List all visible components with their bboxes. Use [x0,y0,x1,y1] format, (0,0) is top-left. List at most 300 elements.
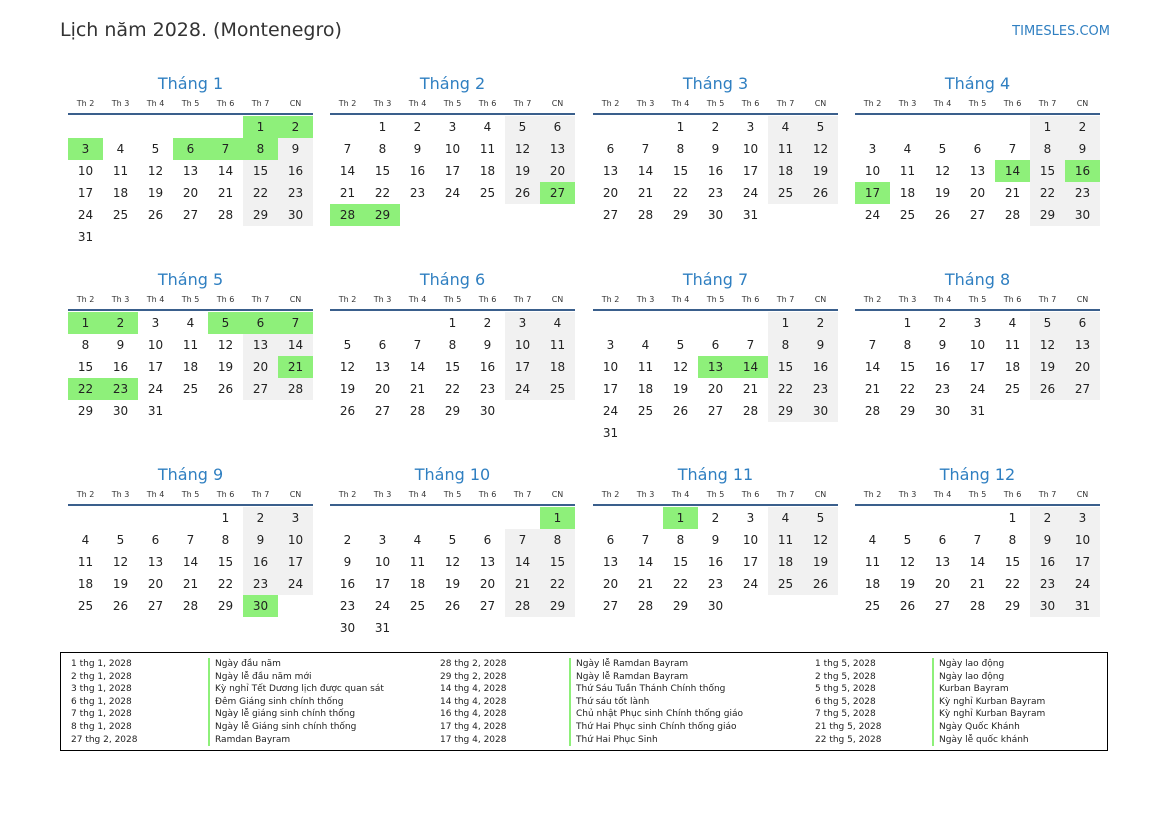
weekday-label: Th 4 [146,490,165,499]
day-cell: 19 [217,360,234,374]
day-cell: 8 [676,142,685,156]
day-cell: 17 [147,360,164,374]
day-cell: 22 [899,382,916,396]
day-cell: 23 [278,182,313,204]
day-cell: 25 [1004,382,1021,396]
day-cell: 1 [221,511,230,525]
empty-cell [365,507,400,529]
day-cell: 8 [378,142,387,156]
day-cell: 9 [1065,138,1100,160]
day-cell: 18 [899,186,916,200]
day-cell: 24 [374,599,391,613]
day-cell: 12 [803,138,838,160]
weekday-label: Th 3 [636,490,655,499]
empty-cell [470,507,505,529]
day-cell: 13 [243,334,278,356]
weekday-label: Th 7 [251,99,270,108]
day-grid [330,312,575,422]
weekday-label: Th 6 [216,99,235,108]
day-cell: 29 [672,599,689,613]
empty-cell [593,312,628,334]
holiday-date: 27 thg 2, 2028 [71,734,138,745]
empty-cell [960,116,995,138]
holiday-date: 1 thg 1, 2028 [71,659,132,669]
month-name: Tháng 4 [944,74,1011,93]
day-cell: 2 [711,120,720,134]
day-cell: 18 [768,551,803,573]
day-cell: 29 [540,595,575,617]
empty-cell [855,312,890,334]
day-cell: 18 [1004,360,1021,374]
day-cell: 18 [768,160,803,182]
day-cell: 21 [217,186,234,200]
month-name: Tháng 12 [939,465,1016,484]
day-cell: 22 [1004,577,1021,591]
month-name: Tháng 3 [682,74,749,93]
day-cell: 15 [672,164,689,178]
day-cell: 17 [505,356,540,378]
day-cell: 23 [243,573,278,595]
weekday-label: Th 4 [671,295,690,304]
day-cell: 10 [969,338,986,352]
day-cell: 21 [182,577,199,591]
day-cell: 16 [278,160,313,182]
empty-cell [663,312,698,334]
day-cell: 11 [1004,338,1021,352]
empty-cell [330,116,365,138]
month-block [68,73,313,248]
day-grid [330,116,575,226]
day-cell: 6 [151,533,160,547]
holiday-date: 8 thg 1, 2028 [71,721,132,732]
weekday-header [593,97,838,115]
day-cell: 6 [938,533,947,547]
day-cell: 31 [742,208,759,222]
day-cell: 7 [343,142,352,156]
day-cell: 7 [413,338,422,352]
day-cell: 25 [637,404,654,418]
day-grid [593,507,838,617]
day-cell: 3 [1065,507,1100,529]
day-cell: 9 [413,142,422,156]
holiday-day-cell: 29 [365,204,400,226]
day-cell: 23 [707,186,724,200]
day-cell: 17 [969,360,986,374]
empty-cell [400,507,435,529]
day-cell: 3 [746,120,755,134]
holiday-name: Thứ Sáu Tuần Thánh Chính thống [569,683,725,696]
day-cell: 18 [479,164,496,178]
day-cell: 30 [707,599,724,613]
day-cell: 2 [1065,116,1100,138]
weekday-label: Th 3 [636,99,655,108]
day-cell: 11 [864,555,881,569]
holiday-date: 3 thg 1, 2028 [71,684,132,695]
empty-cell [628,116,663,138]
day-cell: 29 [899,404,916,418]
day-cell: 31 [374,621,391,635]
month-name: Tháng 9 [157,465,224,484]
day-cell: 5 [343,338,352,352]
day-cell: 21 [864,382,881,396]
day-cell: 13 [1065,334,1100,356]
weekday-header [68,97,313,115]
day-cell: 7 [746,338,755,352]
day-cell: 4 [868,533,877,547]
day-cell: 26 [1030,378,1065,400]
weekday-header [593,488,838,506]
holiday-day-cell: 21 [278,356,313,378]
day-cell: 12 [803,529,838,551]
holiday-day-cell: 1 [663,507,698,529]
day-grid [330,507,575,639]
day-cell: 10 [147,338,164,352]
day-cell: 17 [742,555,759,569]
holiday-day-cell: 1 [243,116,278,138]
day-cell: 27 [934,599,951,613]
holiday-name: Kỳ nghỉ Tết Dương lịch được quan sát [208,683,384,696]
holiday-date: 17 thg 4, 2028 [440,721,507,732]
day-cell: 24 [505,378,540,400]
day-cell: 3 [746,511,755,525]
month-block [855,464,1100,617]
month-block [593,464,838,617]
day-cell: 7 [868,338,877,352]
day-cell: 31 [147,404,164,418]
day-cell: 1 [768,312,803,334]
holiday-name: Kurban Bayram [932,683,1009,696]
weekday-label: CN [814,490,827,499]
day-cell: 31 [1065,595,1100,617]
weekday-header [330,293,575,311]
weekday-label: CN [551,99,564,108]
weekday-label: Th 3 [373,490,392,499]
holiday-name: Ngày lao động [932,671,1004,684]
day-cell: 8 [448,338,457,352]
day-cell: 20 [707,382,724,396]
day-cell: 25 [864,599,881,613]
weekday-label: Th 7 [1038,99,1057,108]
holiday-day-cell: 1 [540,507,575,529]
month-block [593,73,838,226]
weekday-header [855,293,1100,311]
holiday-date: 7 thg 1, 2028 [71,709,132,720]
weekday-label: Th 5 [181,295,200,304]
day-cell: 28 [505,595,540,617]
day-cell: 4 [768,507,803,529]
holiday-date: 2 thg 5, 2028 [815,671,876,682]
day-cell: 26 [147,208,164,222]
holiday-day-cell: 7 [208,138,243,160]
day-cell: 4 [186,316,195,330]
day-cell: 19 [444,577,461,591]
day-cell: 26 [112,599,129,613]
month-block [68,464,313,617]
weekday-label: CN [551,295,564,304]
day-cell: 30 [707,208,724,222]
holiday-date: 2 thg 1, 2028 [71,671,132,682]
weekday-label: Th 6 [478,490,497,499]
weekday-label: Th 6 [1003,295,1022,304]
day-cell: 20 [147,577,164,591]
holiday-name: Thứ sáu tốt lành [569,696,649,709]
day-cell: 27 [182,208,199,222]
weekday-label: Th 7 [776,490,795,499]
weekday-label: Th 2 [863,490,882,499]
day-cell: 29 [444,404,461,418]
weekday-label: Th 2 [338,99,357,108]
day-cell: 6 [483,533,492,547]
weekday-label: Th 3 [111,490,130,499]
holiday-date: 29 thg 2, 2028 [440,671,507,682]
day-grid [593,116,838,226]
weekday-label: Th 5 [706,490,725,499]
day-cell: 27 [602,599,619,613]
weekday-label: Th 5 [181,490,200,499]
day-cell: 21 [637,186,654,200]
holiday-name: Kỳ nghỉ Kurban Bayram [932,708,1045,721]
month-block [330,269,575,422]
day-cell: 20 [602,577,619,591]
day-cell: 26 [803,573,838,595]
day-cell: 23 [409,186,426,200]
day-cell: 23 [339,599,356,613]
holiday-day-cell: 6 [243,312,278,334]
day-cell: 10 [505,334,540,356]
empty-cell [925,116,960,138]
day-cell: 9 [116,338,125,352]
weekday-label: Th 3 [898,295,917,304]
day-cell: 13 [374,360,391,374]
day-cell: 18 [540,356,575,378]
day-cell: 2 [803,312,838,334]
day-cell: 14 [182,555,199,569]
weekday-label: Th 2 [76,490,95,499]
day-cell: 28 [217,208,234,222]
holiday-name: Ngày lễ Ramdan Bayram [569,671,688,684]
day-cell: 26 [505,182,540,204]
day-cell: 17 [444,164,461,178]
holiday-day-cell: 1 [68,312,103,334]
empty-cell [960,507,995,529]
day-cell: 5 [505,116,540,138]
empty-cell [103,116,138,138]
day-cell: 9 [343,555,352,569]
weekday-label: CN [551,490,564,499]
day-cell: 19 [803,551,838,573]
day-cell: 19 [112,577,129,591]
day-cell: 20 [602,186,619,200]
holiday-name: Ngày lễ Giáng sinh chính thống [208,721,356,734]
day-cell: 16 [934,360,951,374]
day-cell: 8 [903,338,912,352]
holiday-date: 28 thg 2, 2028 [440,659,507,669]
holiday-day-cell: 14 [995,160,1030,182]
weekday-label: Th 3 [373,295,392,304]
empty-cell [138,116,173,138]
weekday-label: CN [1076,99,1089,108]
day-cell: 3 [378,533,387,547]
day-cell: 23 [934,382,951,396]
weekday-label: Th 4 [408,490,427,499]
day-cell: 26 [444,599,461,613]
empty-cell [855,507,890,529]
day-cell: 5 [938,142,947,156]
day-cell: 16 [112,360,129,374]
weekday-label: Th 6 [741,295,760,304]
day-cell: 29 [1030,204,1065,226]
day-cell: 10 [602,360,619,374]
day-cell: 11 [409,555,426,569]
day-cell: 28 [742,404,759,418]
day-cell: 30 [278,204,313,226]
day-cell: 25 [112,208,129,222]
weekday-header [68,293,313,311]
day-cell: 9 [711,142,720,156]
empty-cell [68,116,103,138]
day-cell: 6 [1065,312,1100,334]
weekday-label: Th 4 [408,99,427,108]
weekday-label: Th 3 [636,295,655,304]
day-cell: 6 [711,338,720,352]
day-cell: 14 [637,164,654,178]
day-cell: 28 [1004,208,1021,222]
day-cell: 11 [899,164,916,178]
weekday-label: Th 5 [968,295,987,304]
holiday-name: Kỳ nghỉ Kurban Bayram [932,696,1045,709]
day-cell: 22 [1030,182,1065,204]
day-cell: 20 [374,382,391,396]
day-cell: 2 [938,316,947,330]
day-grid [593,312,838,444]
day-cell: 14 [505,551,540,573]
day-cell: 14 [409,360,426,374]
weekday-label: Th 2 [76,295,95,304]
day-cell: 15 [1004,555,1021,569]
day-cell: 5 [903,533,912,547]
weekday-label: Th 7 [1038,295,1057,304]
month-block [593,269,838,444]
day-cell: 25 [899,208,916,222]
day-cell: 29 [243,204,278,226]
weekday-label: CN [289,490,302,499]
holiday-date: 1 thg 5, 2028 [815,659,876,669]
holiday-day-cell: 22 [68,378,103,400]
day-cell: 4 [1008,316,1017,330]
day-cell: 22 [768,378,803,400]
holiday-day-cell: 2 [278,116,313,138]
day-cell: 16 [707,164,724,178]
weekday-label: Th 5 [443,490,462,499]
day-cell: 24 [969,382,986,396]
day-cell: 19 [505,160,540,182]
day-cell: 7 [1008,142,1017,156]
day-cell: 31 [969,404,986,418]
day-cell: 15 [77,360,94,374]
day-cell: 19 [1030,356,1065,378]
day-cell: 25 [479,186,496,200]
weekday-label: Th 4 [146,99,165,108]
month-block [68,269,313,422]
weekday-label: CN [289,99,302,108]
day-cell: 5 [803,116,838,138]
day-cell: 3 [606,338,615,352]
day-cell: 1 [448,316,457,330]
weekday-label: CN [814,295,827,304]
day-cell: 16 [339,577,356,591]
day-cell: 8 [768,334,803,356]
holiday-day-cell: 8 [243,138,278,160]
day-cell: 9 [278,138,313,160]
day-cell: 12 [112,555,129,569]
day-cell: 31 [602,426,619,440]
day-cell: 21 [969,577,986,591]
day-cell: 22 [444,382,461,396]
weekday-label: Th 5 [968,99,987,108]
empty-cell [435,507,470,529]
weekday-label: Th 5 [706,99,725,108]
day-grid [855,312,1100,422]
day-cell: 16 [803,356,838,378]
day-cell: 8 [1030,138,1065,160]
site-link[interactable]: TIMESLES.COM [1012,24,1110,39]
holiday-day-cell: 27 [540,182,575,204]
day-cell: 23 [707,577,724,591]
month-block [330,464,575,639]
day-cell: 3 [448,120,457,134]
weekday-header [855,97,1100,115]
holiday-name: Thứ Hai Phục sinh Chính thống giáo [569,721,737,734]
day-cell: 13 [602,164,619,178]
weekday-label: Th 5 [443,295,462,304]
day-cell: 30 [934,404,951,418]
day-cell: 24 [77,208,94,222]
day-cell: 22 [540,573,575,595]
holiday-day-cell: 7 [278,312,313,334]
day-cell: 15 [217,555,234,569]
day-cell: 12 [339,360,356,374]
day-cell: 20 [1065,356,1100,378]
day-cell: 17 [602,382,619,396]
holiday-date: 17 thg 4, 2028 [440,734,507,745]
holiday-date: 7 thg 5, 2028 [815,709,876,720]
weekday-label: Th 2 [601,490,620,499]
day-cell: 12 [217,338,234,352]
day-cell: 19 [672,382,689,396]
day-grid [855,116,1100,226]
weekday-label: Th 6 [741,490,760,499]
weekday-label: Th 7 [776,295,795,304]
day-cell: 19 [803,160,838,182]
day-cell: 30 [479,404,496,418]
holiday-name: Chủ nhật Phục sinh Chính thống giáo [569,708,743,721]
weekday-header [593,293,838,311]
empty-cell [890,507,925,529]
day-cell: 21 [505,573,540,595]
day-cell: 14 [969,555,986,569]
month-name: Tháng 6 [419,270,486,289]
holiday-name: Ngày lễ đầu năm mới [208,671,311,684]
day-cell: 2 [413,120,422,134]
day-cell: 11 [637,360,654,374]
day-cell: 27 [374,404,391,418]
day-cell: 29 [1004,599,1021,613]
weekday-label: Th 7 [776,99,795,108]
day-cell: 29 [672,208,689,222]
month-block [855,269,1100,422]
day-cell: 28 [182,599,199,613]
day-cell: 2 [243,507,278,529]
